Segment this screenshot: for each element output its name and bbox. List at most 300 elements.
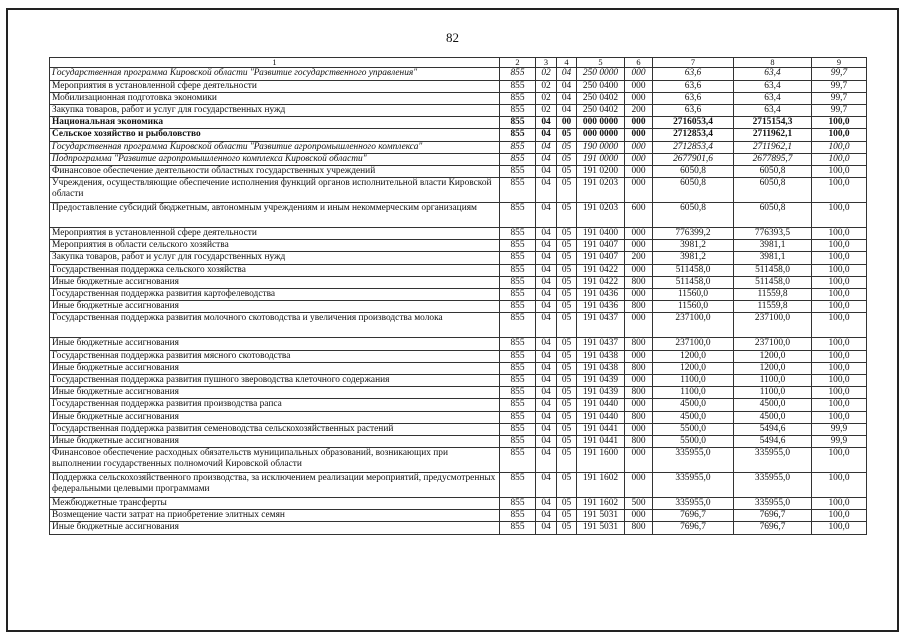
actual-amount-cell: 237100,0	[734, 313, 812, 338]
actual-amount-cell: 4500,0	[734, 399, 812, 411]
row-name-cell: Закупка товаров, работ и услуг для государственных нужд	[50, 252, 500, 264]
target-article-cell: 191 1600	[577, 448, 625, 473]
subsection-code-cell: 05	[557, 374, 577, 386]
subsection-code-cell: 05	[557, 435, 577, 447]
section-code-cell: 04	[536, 473, 557, 498]
subsection-code-cell: 05	[557, 510, 577, 522]
target-article-cell: 191 0203	[577, 178, 625, 203]
chapter-code-cell: 855	[500, 276, 536, 288]
percent-cell: 100,0	[812, 411, 867, 423]
expense-type-cell: 000	[625, 374, 653, 386]
expense-type-cell: 800	[625, 362, 653, 374]
expense-type-cell: 000	[625, 423, 653, 435]
header-cell: 9	[812, 58, 867, 68]
planned-amount-cell: 5500,0	[653, 423, 734, 435]
table-row	[50, 387, 867, 399]
subsection-code-cell: 05	[557, 411, 577, 423]
percent-cell: 100,0	[812, 289, 867, 301]
table-row	[50, 338, 867, 350]
target-article-cell: 191 5031	[577, 522, 625, 534]
subsection-code-cell: 05	[557, 178, 577, 203]
percent-cell: 100,0	[812, 264, 867, 276]
planned-amount-cell: 237100,0	[653, 338, 734, 350]
subsection-code-cell: 05	[557, 473, 577, 498]
header-cell: 8	[734, 58, 812, 68]
chapter-code-cell: 855	[500, 435, 536, 447]
section-code-cell: 04	[536, 276, 557, 288]
row-name-cell: Государственная поддержка сельского хозяйства	[50, 264, 500, 276]
planned-amount-cell: 11560,0	[653, 289, 734, 301]
subsection-code-cell: 05	[557, 276, 577, 288]
percent-cell: 100,0	[812, 473, 867, 498]
planned-amount-cell: 511458,0	[653, 276, 734, 288]
target-article-cell: 250 0402	[577, 104, 625, 116]
row-name-cell: Финансовое обеспечение расходных обязательств муниципальных образований, возникающих при выполнении государственных полномочий Кировской области	[50, 448, 500, 473]
target-article-cell: 000 0000	[577, 129, 625, 141]
expense-type-cell: 200	[625, 104, 653, 116]
row-name-cell: Государственная программа Кировской области "Развитие государственного управления"	[50, 68, 500, 80]
percent-cell: 100,0	[812, 374, 867, 386]
target-article-cell: 191 0422	[577, 276, 625, 288]
section-code-cell: 04	[536, 153, 557, 165]
subsection-code-cell: 05	[557, 228, 577, 240]
percent-cell: 100,0	[812, 117, 867, 129]
percent-cell: 100,0	[812, 228, 867, 240]
percent-cell: 100,0	[812, 510, 867, 522]
section-code-cell: 04	[536, 301, 557, 313]
target-article-cell: 191 0437	[577, 313, 625, 338]
chapter-code-cell: 855	[500, 104, 536, 116]
section-code-cell: 04	[536, 129, 557, 141]
percent-cell: 100,0	[812, 240, 867, 252]
subsection-code-cell: 05	[557, 289, 577, 301]
chapter-code-cell: 855	[500, 411, 536, 423]
section-code-cell: 04	[536, 435, 557, 447]
actual-amount-cell: 511458,0	[734, 264, 812, 276]
section-code-cell: 04	[536, 350, 557, 362]
table-row	[50, 313, 867, 338]
percent-cell: 100,0	[812, 276, 867, 288]
row-name-cell: Государственная программа Кировской области "Развитие агропромышленного комплекса"	[50, 141, 500, 153]
row-name-cell: Возмещение части затрат на приобретение элитных семян	[50, 510, 500, 522]
subsection-code-cell: 05	[557, 203, 577, 228]
section-code-cell: 04	[536, 362, 557, 374]
expense-type-cell: 000	[625, 228, 653, 240]
actual-amount-cell: 1200,0	[734, 350, 812, 362]
planned-amount-cell: 6050,8	[653, 165, 734, 177]
subsection-code-cell: 05	[557, 498, 577, 510]
chapter-code-cell: 855	[500, 129, 536, 141]
table-row	[50, 228, 867, 240]
planned-amount-cell: 63,6	[653, 68, 734, 80]
row-name-cell: Государственная поддержка развития мясного скотоводства	[50, 350, 500, 362]
expense-type-cell: 000	[625, 92, 653, 104]
percent-cell: 100,0	[812, 129, 867, 141]
chapter-code-cell: 855	[500, 80, 536, 92]
table-row	[50, 92, 867, 104]
budget-table	[49, 57, 867, 535]
target-article-cell: 191 0437	[577, 338, 625, 350]
target-article-cell: 250 0000	[577, 68, 625, 80]
actual-amount-cell: 7696,7	[734, 522, 812, 534]
expense-type-cell: 000	[625, 350, 653, 362]
target-article-cell: 191 0200	[577, 165, 625, 177]
percent-cell: 99,7	[812, 68, 867, 80]
table-row	[50, 104, 867, 116]
section-code-cell: 04	[536, 240, 557, 252]
table-row	[50, 289, 867, 301]
planned-amount-cell: 3981,2	[653, 252, 734, 264]
planned-amount-cell: 3981,2	[653, 240, 734, 252]
actual-amount-cell: 1200,0	[734, 362, 812, 374]
percent-cell: 100,0	[812, 165, 867, 177]
chapter-code-cell: 855	[500, 92, 536, 104]
chapter-code-cell: 855	[500, 153, 536, 165]
percent-cell: 100,0	[812, 498, 867, 510]
chapter-code-cell: 855	[500, 362, 536, 374]
section-code-cell: 02	[536, 68, 557, 80]
section-code-cell: 04	[536, 387, 557, 399]
planned-amount-cell: 63,6	[653, 80, 734, 92]
chapter-code-cell: 855	[500, 374, 536, 386]
expense-type-cell: 000	[625, 399, 653, 411]
chapter-code-cell: 855	[500, 141, 536, 153]
subsection-code-cell: 05	[557, 362, 577, 374]
row-name-cell: Мероприятия в установленной сфере деятельности	[50, 228, 500, 240]
subsection-code-cell: 00	[557, 117, 577, 129]
actual-amount-cell: 2677895,7	[734, 153, 812, 165]
subsection-code-cell: 04	[557, 80, 577, 92]
planned-amount-cell: 237100,0	[653, 313, 734, 338]
target-article-cell: 191 0440	[577, 411, 625, 423]
subsection-code-cell: 04	[557, 104, 577, 116]
section-code-cell: 02	[536, 92, 557, 104]
section-code-cell: 04	[536, 264, 557, 276]
subsection-code-cell: 05	[557, 350, 577, 362]
table-row	[50, 141, 867, 153]
header-cell: 7	[653, 58, 734, 68]
subsection-code-cell: 05	[557, 387, 577, 399]
percent-cell: 100,0	[812, 338, 867, 350]
planned-amount-cell: 335955,0	[653, 473, 734, 498]
chapter-code-cell: 855	[500, 338, 536, 350]
subsection-code-cell: 05	[557, 301, 577, 313]
actual-amount-cell: 335955,0	[734, 498, 812, 510]
planned-amount-cell: 6050,8	[653, 203, 734, 228]
target-article-cell: 000 0000	[577, 117, 625, 129]
chapter-code-cell: 855	[500, 165, 536, 177]
target-article-cell: 191 1602	[577, 498, 625, 510]
row-name-cell: Межбюджетные трансферты	[50, 498, 500, 510]
planned-amount-cell: 63,6	[653, 104, 734, 116]
expense-type-cell: 000	[625, 141, 653, 153]
actual-amount-cell: 11559,8	[734, 301, 812, 313]
chapter-code-cell: 855	[500, 203, 536, 228]
section-code-cell: 04	[536, 522, 557, 534]
actual-amount-cell: 7696,7	[734, 510, 812, 522]
actual-amount-cell: 776393,5	[734, 228, 812, 240]
planned-amount-cell: 776399,2	[653, 228, 734, 240]
row-name-cell: Иные бюджетные ассигнования	[50, 362, 500, 374]
section-code-cell: 04	[536, 165, 557, 177]
page-number: 82	[446, 30, 459, 45]
row-name-cell: Иные бюджетные ассигнования	[50, 387, 500, 399]
planned-amount-cell: 7696,7	[653, 522, 734, 534]
row-name-cell: Учреждения, осуществляющие обеспечение исполнения функций органов исполнительной власти Кировской области	[50, 178, 500, 203]
percent-cell: 100,0	[812, 362, 867, 374]
target-article-cell: 191 0400	[577, 228, 625, 240]
section-code-cell: 04	[536, 338, 557, 350]
planned-amount-cell: 2712853,4	[653, 129, 734, 141]
expense-type-cell: 000	[625, 178, 653, 203]
table-row	[50, 362, 867, 374]
target-article-cell: 191 5031	[577, 510, 625, 522]
row-name-cell: Мероприятия в установленной сфере деятельности	[50, 80, 500, 92]
actual-amount-cell: 3981,1	[734, 252, 812, 264]
percent-cell: 100,0	[812, 350, 867, 362]
section-code-cell: 04	[536, 423, 557, 435]
planned-amount-cell: 4500,0	[653, 399, 734, 411]
row-name-cell: Мобилизационная подготовка экономики	[50, 92, 500, 104]
percent-cell: 99,7	[812, 80, 867, 92]
chapter-code-cell: 855	[500, 264, 536, 276]
actual-amount-cell: 6050,8	[734, 178, 812, 203]
target-article-cell: 250 0400	[577, 80, 625, 92]
actual-amount-cell: 6050,8	[734, 203, 812, 228]
row-name-cell: Подпрограмма "Развитие агропромышленного комплекса Кировской области"	[50, 153, 500, 165]
actual-amount-cell: 63,4	[734, 104, 812, 116]
expense-type-cell: 000	[625, 448, 653, 473]
section-code-cell: 04	[536, 228, 557, 240]
table-row	[50, 153, 867, 165]
percent-cell: 99,9	[812, 435, 867, 447]
expense-type-cell: 000	[625, 313, 653, 338]
expense-type-cell: 000	[625, 129, 653, 141]
actual-amount-cell: 1100,0	[734, 387, 812, 399]
target-article-cell: 191 1602	[577, 473, 625, 498]
expense-type-cell: 000	[625, 80, 653, 92]
actual-amount-cell: 2711962,1	[734, 129, 812, 141]
planned-amount-cell: 7696,7	[653, 510, 734, 522]
row-name-cell: Предоставление субсидий бюджетным, автономным учреждениям и иным некоммерческим организациям	[50, 203, 500, 228]
row-name-cell: Мероприятия в области сельского хозяйства	[50, 240, 500, 252]
percent-cell: 100,0	[812, 141, 867, 153]
row-name-cell: Государственная поддержка развития пушного звероводства клеточного содержания	[50, 374, 500, 386]
planned-amount-cell: 5500,0	[653, 435, 734, 447]
actual-amount-cell: 3981,1	[734, 240, 812, 252]
header-cell: 3	[536, 58, 557, 68]
percent-cell: 100,0	[812, 387, 867, 399]
actual-amount-cell: 63,4	[734, 80, 812, 92]
target-article-cell: 191 0422	[577, 264, 625, 276]
expense-type-cell: 600	[625, 203, 653, 228]
expense-type-cell: 800	[625, 387, 653, 399]
table-row	[50, 68, 867, 80]
table-row	[50, 80, 867, 92]
section-code-cell: 04	[536, 313, 557, 338]
planned-amount-cell: 2677901,6	[653, 153, 734, 165]
expense-type-cell: 000	[625, 264, 653, 276]
subsection-code-cell: 05	[557, 264, 577, 276]
chapter-code-cell: 855	[500, 117, 536, 129]
planned-amount-cell: 6050,8	[653, 178, 734, 203]
actual-amount-cell: 63,4	[734, 92, 812, 104]
chapter-code-cell: 855	[500, 387, 536, 399]
subsection-code-cell: 05	[557, 399, 577, 411]
section-code-cell: 04	[536, 203, 557, 228]
table-row	[50, 374, 867, 386]
table-row	[50, 240, 867, 252]
table-row	[50, 411, 867, 423]
expense-type-cell: 000	[625, 510, 653, 522]
percent-cell: 100,0	[812, 178, 867, 203]
actual-amount-cell: 511458,0	[734, 276, 812, 288]
section-code-cell: 04	[536, 141, 557, 153]
row-name-cell: Сельское хозяйство и рыболовство	[50, 129, 500, 141]
percent-cell: 100,0	[812, 522, 867, 534]
target-article-cell: 191 0441	[577, 435, 625, 447]
planned-amount-cell: 63,6	[653, 92, 734, 104]
table-row	[50, 203, 867, 228]
target-article-cell: 191 0000	[577, 153, 625, 165]
chapter-code-cell: 855	[500, 399, 536, 411]
expense-type-cell: 800	[625, 522, 653, 534]
subsection-code-cell: 05	[557, 252, 577, 264]
table-row	[50, 301, 867, 313]
section-code-cell: 04	[536, 289, 557, 301]
section-code-cell: 04	[536, 399, 557, 411]
actual-amount-cell: 4500,0	[734, 411, 812, 423]
chapter-code-cell: 855	[500, 313, 536, 338]
chapter-code-cell: 855	[500, 68, 536, 80]
actual-amount-cell: 5494,6	[734, 435, 812, 447]
expense-type-cell: 000	[625, 117, 653, 129]
subsection-code-cell: 05	[557, 522, 577, 534]
header-cell: 6	[625, 58, 653, 68]
target-article-cell: 191 0436	[577, 301, 625, 313]
planned-amount-cell: 335955,0	[653, 448, 734, 473]
target-article-cell: 191 0203	[577, 203, 625, 228]
table-header-row	[50, 58, 867, 68]
planned-amount-cell: 1100,0	[653, 387, 734, 399]
row-name-cell: Иные бюджетные ассигнования	[50, 522, 500, 534]
section-code-cell: 04	[536, 374, 557, 386]
percent-cell: 99,9	[812, 423, 867, 435]
chapter-code-cell: 855	[500, 498, 536, 510]
subsection-code-cell: 04	[557, 68, 577, 80]
section-code-cell: 04	[536, 411, 557, 423]
header-cell: 5	[577, 58, 625, 68]
table-row	[50, 276, 867, 288]
row-name-cell: Иные бюджетные ассигнования	[50, 301, 500, 313]
planned-amount-cell: 335955,0	[653, 498, 734, 510]
table-row	[50, 448, 867, 473]
row-name-cell: Иные бюджетные ассигнования	[50, 338, 500, 350]
subsection-code-cell: 04	[557, 92, 577, 104]
percent-cell: 100,0	[812, 153, 867, 165]
target-article-cell: 191 0436	[577, 289, 625, 301]
chapter-code-cell: 855	[500, 510, 536, 522]
chapter-code-cell: 855	[500, 301, 536, 313]
target-article-cell: 191 0440	[577, 399, 625, 411]
target-article-cell: 191 0441	[577, 423, 625, 435]
row-name-cell: Национальная экономика	[50, 117, 500, 129]
table-row	[50, 399, 867, 411]
expense-type-cell: 000	[625, 473, 653, 498]
planned-amount-cell: 511458,0	[653, 264, 734, 276]
subsection-code-cell: 05	[557, 141, 577, 153]
actual-amount-cell: 11559,8	[734, 289, 812, 301]
table-row	[50, 350, 867, 362]
header-cell: 4	[557, 58, 577, 68]
table-row	[50, 178, 867, 203]
section-code-cell: 04	[536, 117, 557, 129]
expense-type-cell: 500	[625, 498, 653, 510]
target-article-cell: 191 0407	[577, 240, 625, 252]
table-row	[50, 129, 867, 141]
chapter-code-cell: 855	[500, 289, 536, 301]
actual-amount-cell: 2715154,3	[734, 117, 812, 129]
chapter-code-cell: 855	[500, 228, 536, 240]
chapter-code-cell: 855	[500, 252, 536, 264]
table-row	[50, 473, 867, 498]
subsection-code-cell: 05	[557, 448, 577, 473]
subsection-code-cell: 05	[557, 153, 577, 165]
planned-amount-cell: 11560,0	[653, 301, 734, 313]
percent-cell: 100,0	[812, 313, 867, 338]
subsection-code-cell: 05	[557, 240, 577, 252]
actual-amount-cell: 2711962,1	[734, 141, 812, 153]
percent-cell: 99,7	[812, 92, 867, 104]
target-article-cell: 190 0000	[577, 141, 625, 153]
chapter-code-cell: 855	[500, 423, 536, 435]
actual-amount-cell: 335955,0	[734, 473, 812, 498]
section-code-cell: 04	[536, 448, 557, 473]
row-name-cell: Государственная поддержка развития производства рапса	[50, 399, 500, 411]
subsection-code-cell: 05	[557, 423, 577, 435]
table-row	[50, 264, 867, 276]
expense-type-cell: 800	[625, 411, 653, 423]
expense-type-cell: 200	[625, 252, 653, 264]
table-row	[50, 522, 867, 534]
chapter-code-cell: 855	[500, 350, 536, 362]
section-code-cell: 04	[536, 252, 557, 264]
table-row	[50, 252, 867, 264]
planned-amount-cell: 4500,0	[653, 411, 734, 423]
planned-amount-cell: 1100,0	[653, 374, 734, 386]
percent-cell: 100,0	[812, 448, 867, 473]
percent-cell: 100,0	[812, 252, 867, 264]
expense-type-cell: 800	[625, 276, 653, 288]
percent-cell: 100,0	[812, 399, 867, 411]
planned-amount-cell: 1200,0	[653, 350, 734, 362]
actual-amount-cell: 1100,0	[734, 374, 812, 386]
row-name-cell: Финансовое обеспечение деятельности областных государственных учреждений	[50, 165, 500, 177]
target-article-cell: 191 0439	[577, 374, 625, 386]
actual-amount-cell: 63,4	[734, 68, 812, 80]
chapter-code-cell: 855	[500, 473, 536, 498]
planned-amount-cell: 2716053,4	[653, 117, 734, 129]
row-name-cell: Иные бюджетные ассигнования	[50, 411, 500, 423]
expense-type-cell: 800	[625, 301, 653, 313]
percent-cell: 100,0	[812, 301, 867, 313]
expense-type-cell: 000	[625, 165, 653, 177]
expense-type-cell: 000	[625, 289, 653, 301]
row-name-cell: Иные бюджетные ассигнования	[50, 276, 500, 288]
section-code-cell: 04	[536, 498, 557, 510]
actual-amount-cell: 335955,0	[734, 448, 812, 473]
actual-amount-cell: 6050,8	[734, 165, 812, 177]
